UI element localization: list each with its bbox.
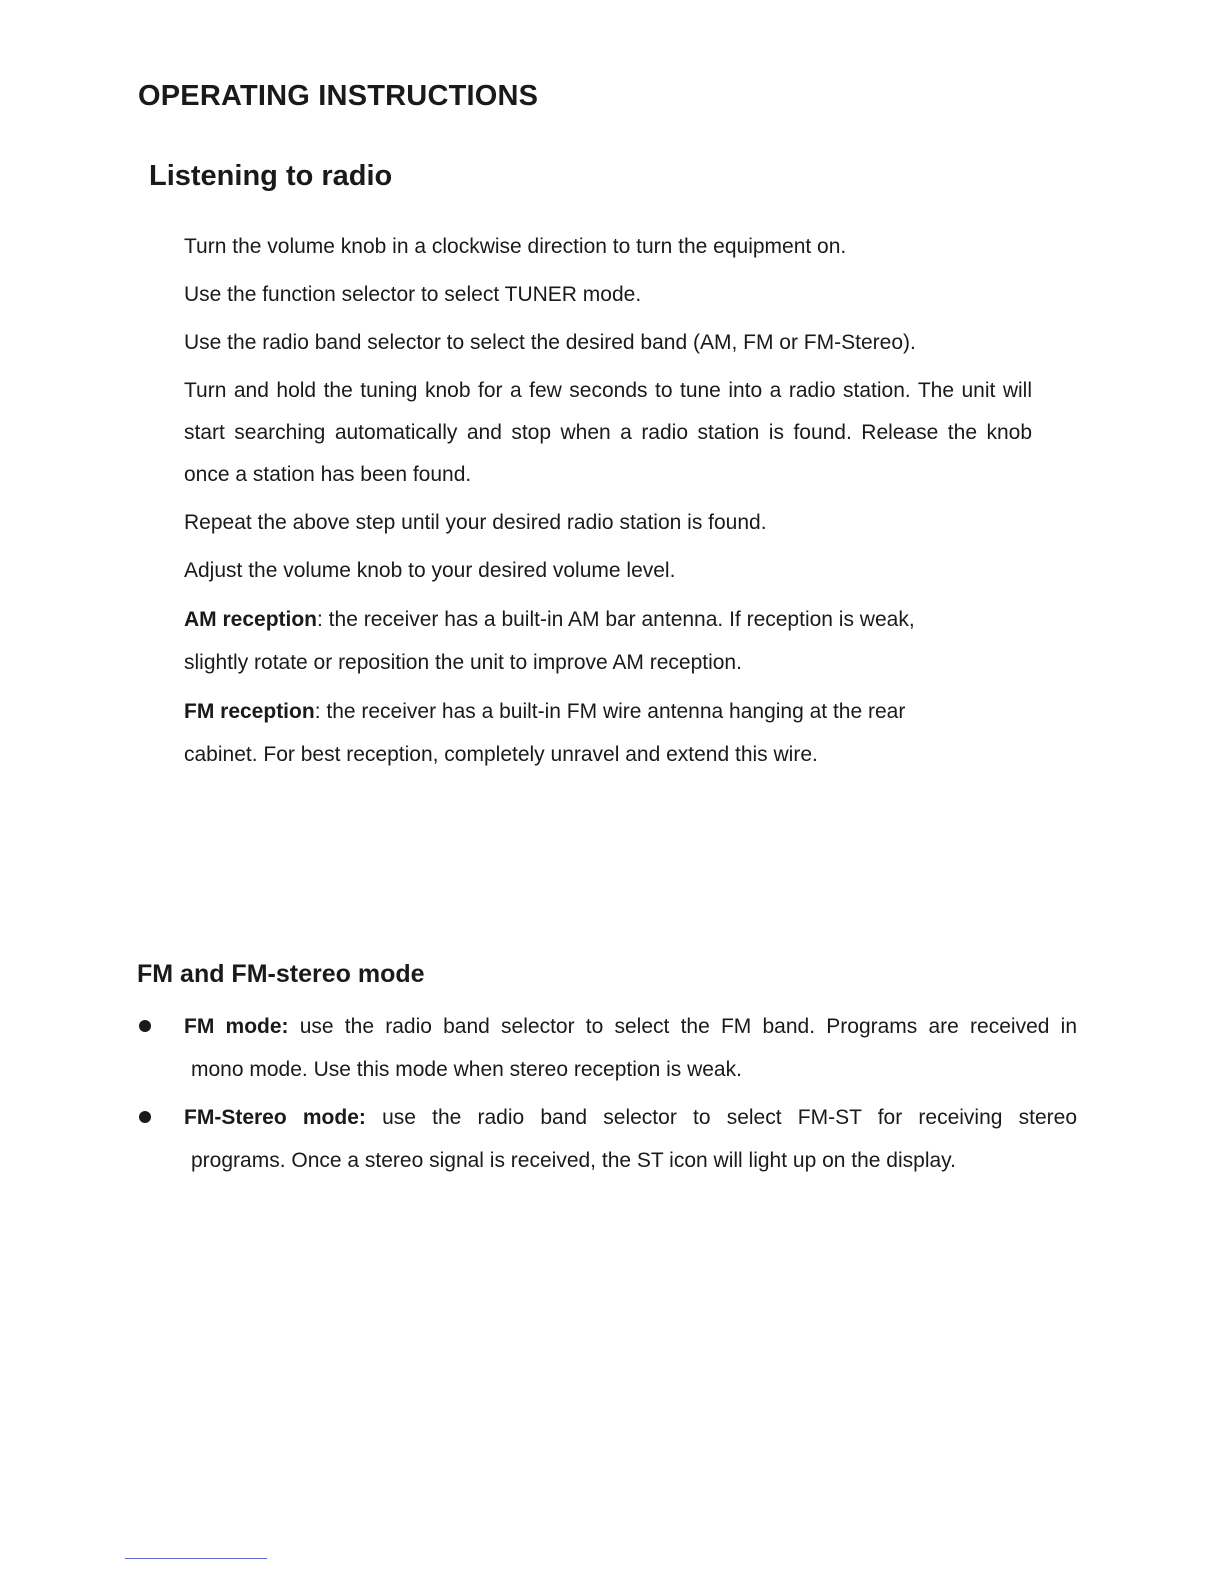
fm-stereo-mode-text: use the radio band selector to select FM-ST for receiving stereo	[365, 1106, 1077, 1129]
page-title: OPERATING INSTRUCTIONS	[138, 80, 539, 112]
fm-mode-line2: mono mode. Use this mode when stereo reception is weak.	[191, 1058, 742, 1081]
am-reception-paragraph	[184, 598, 1032, 684]
fm-mode-list	[137, 1005, 1077, 1187]
step-1: Turn the volume knob in a clockwise direction to turn the equipment on.	[184, 235, 847, 258]
fm-mode-text: use the radio band selector to select the FM band. Programs are received in	[288, 1015, 1077, 1038]
fm-reception-text-line2: cabinet. For best reception, completely unravel and extend this wire.	[184, 743, 818, 766]
fm-mode-label: FM mode:	[184, 1015, 289, 1038]
section-title-listening-to-radio: Listening to radio	[149, 160, 393, 192]
fm-reception-paragraph	[184, 690, 1032, 776]
fm-reception-label: FM reception	[184, 700, 315, 723]
bullet-icon	[139, 1020, 151, 1032]
am-reception-label: AM reception	[184, 608, 318, 631]
step-2: Use the function selector to select TUNER mode.	[184, 283, 642, 306]
fm-stereo-mode-line1	[184, 1096, 1077, 1139]
fm-stereo-mode-label: FM-Stereo mode:	[184, 1106, 366, 1129]
am-reception-text-line2: slightly rotate or reposition the unit to improve AM reception.	[184, 651, 742, 674]
fm-mode-line1	[184, 1005, 1077, 1048]
footer-rule	[125, 1558, 267, 1559]
am-reception-text: : the receiver has a built-in AM bar antenna. If reception is weak,	[317, 608, 915, 631]
section-title-fm-stereo-mode: FM and FM-stereo mode	[137, 960, 425, 988]
fm-stereo-mode-line2: programs. Once a stereo signal is received, the ST icon will light up on the display.	[191, 1149, 956, 1172]
list-item-fm-stereo-mode	[137, 1096, 1077, 1182]
radio-steps	[184, 226, 1032, 782]
step-3: Use the radio band selector to select the desired band (AM, FM or FM-Stereo).	[184, 331, 916, 354]
fm-reception-text: : the receiver has a built-in FM wire antenna hanging at the rear	[314, 700, 906, 723]
step-5: Repeat the above step until your desired radio station is found.	[184, 511, 767, 534]
bullet-icon	[139, 1111, 151, 1123]
step-6: Adjust the volume knob to your desired volume level.	[184, 559, 676, 582]
list-item-fm-mode	[137, 1005, 1077, 1091]
step-4: Turn and hold the tuning knob for a few seconds to tune into a radio station. The unit will start searching automatically and stop when a radio station is found. Release the knob once a station has been found.	[184, 379, 1032, 486]
